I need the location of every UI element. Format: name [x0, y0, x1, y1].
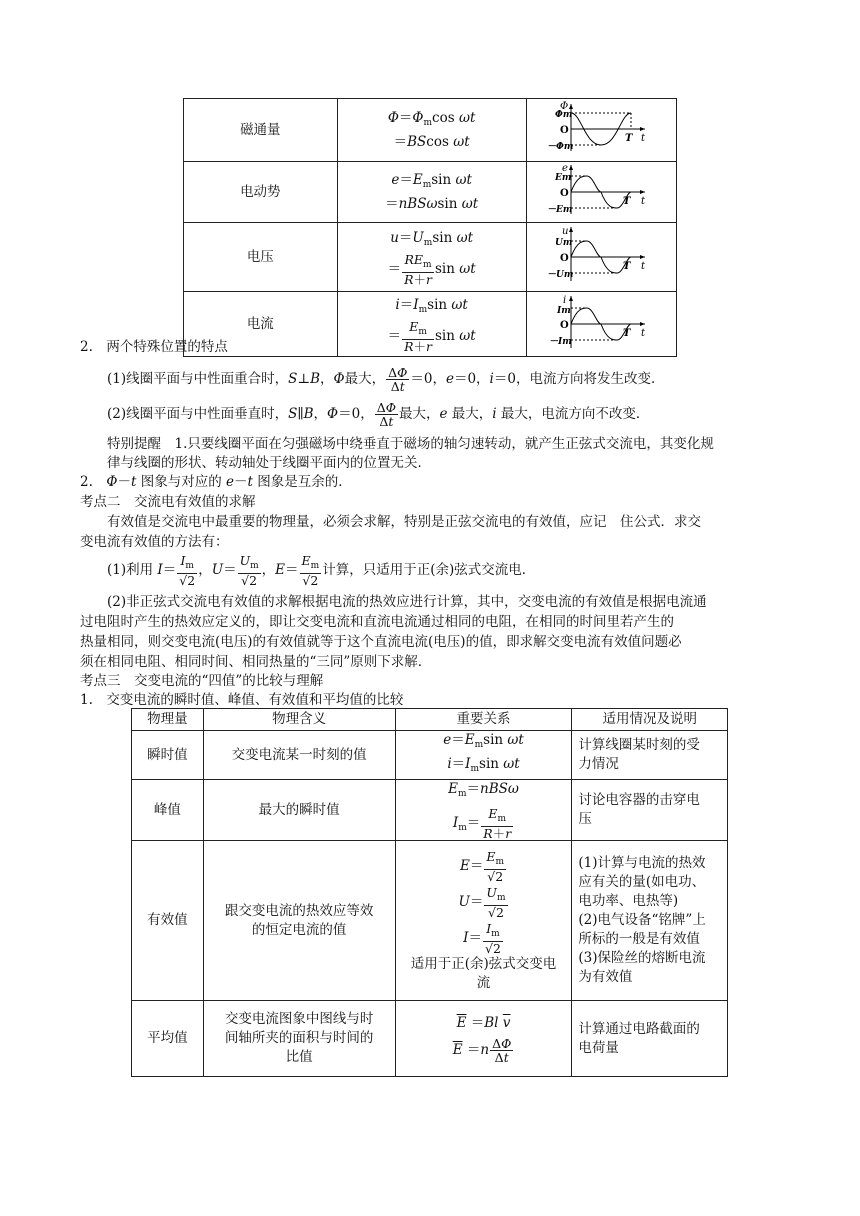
- formula-line: $i=I_m\sin$ ωt: [395, 296, 468, 315]
- formula-line: $e=E_m\sin$ ωt: [391, 171, 472, 190]
- neg-peak-label: －Im: [549, 337, 573, 347]
- relation-cell: $\overline{E} =Bl$ $\overline{v}$ $\overline{E} =n$ $\frac{\Delta\Phi}{\Delta t}$: [395, 1001, 572, 1077]
- i-graph: [526, 292, 676, 357]
- axis-label: Φ: [560, 101, 569, 112]
- formula-line: ＝ $\frac{RE_m}{R+r}$ sin ωt: [387, 251, 476, 287]
- period-label: T: [623, 196, 631, 207]
- paragraph: 变电流有效值的方法有：: [80, 534, 229, 550]
- formula-cell: [337, 162, 526, 223]
- formula-line: ＝ $\frac{E_m}{R+r}$ sin ωt: [387, 318, 476, 354]
- time-label: t: [641, 261, 646, 272]
- phi-graph: [526, 99, 676, 162]
- row-label: 电压: [184, 223, 338, 292]
- quantity-cell: 平均值: [132, 1001, 204, 1077]
- tip-line: 2. Φ－t 图象与对应的 e－t 图象是互余的．: [80, 474, 352, 490]
- meaning-cell: 交变电流某一时刻的值: [203, 731, 395, 780]
- row-label: 磁通量: [184, 99, 338, 162]
- u-graph: [526, 223, 676, 292]
- paragraph: (2)非正弦式交流电有效值的求解根据电流的热效应进行计算，其中，交变电流的有效值是根据电流通: [107, 594, 707, 610]
- paragraph: 有效值是交流电中最重要的物理量，必须会求解，特别是正弦交流电的有效值，应记 住公式．求交: [107, 514, 701, 530]
- row-label: 电动势: [184, 162, 338, 223]
- section-heading: 考点三 交变电流的“四值”的比较与理解: [80, 673, 324, 689]
- peak-label: Um: [555, 238, 573, 248]
- formula-cell: [337, 99, 526, 162]
- peak-label: Em: [555, 173, 572, 183]
- column-header: 物理含义: [203, 709, 395, 731]
- section-heading: 2. 两个特殊位置的特点: [80, 339, 228, 355]
- origin-label: O: [560, 320, 570, 331]
- peak-label: Φm: [555, 110, 573, 120]
- formula-cell: [337, 292, 526, 357]
- meaning-cell: 最大的瞬时值: [203, 780, 395, 841]
- waveform-table: [183, 98, 677, 357]
- quantity-cell: 有效值: [132, 841, 204, 1001]
- origin-label: O: [560, 188, 570, 199]
- relation-cell: E＝ $\frac{E_m}{√2}$ U＝ $\frac{U_m}{√2}$ I＝ $\frac{I_m}{√2}$ 适用于正(余)弦式交变电 流: [395, 841, 572, 1001]
- row-label: 电流: [184, 292, 338, 357]
- formula-line: ＝nBSωsin ωt: [385, 195, 479, 212]
- quantity-cell: 峰值: [132, 780, 204, 841]
- meaning-cell: 交变电流图象中图线与时 间轴所夹的面积与时间的 比值: [203, 1001, 395, 1077]
- peak-label: Im: [557, 306, 572, 316]
- sub-heading: 1. 交变电流的瞬时值、峰值、有效值和平均值的比较: [80, 692, 404, 708]
- meaning-cell: 跟交变电流的热效应等效 的恒定电流的值: [203, 841, 395, 1001]
- formula-line: $u=U_m\sin$ ωt: [390, 229, 474, 248]
- relation-cell: $e=E_m\sin$ ωt $i=I_m\sin$ ωt: [395, 731, 572, 780]
- paragraph: 须在相同电阻、相同时间、相同热量的“三同”原则下求解．: [80, 654, 432, 670]
- section-heading: 考点二 交流电有效值的求解: [80, 494, 256, 510]
- neg-peak-label: －Em: [547, 205, 573, 215]
- tip-line: 律与线圈的形状、转动轴处于线圈平面内的位置无关．: [107, 455, 431, 471]
- paragraph: (2)线圈平面与中性面垂直时，S∥B，Φ＝0， $\frac{\Delta\Phi}{\Delta t}$ 最大，e 最大，i 最大，电流方向不改变．: [107, 400, 650, 429]
- neg-peak-label: －Φm: [547, 142, 574, 152]
- origin-label: O: [560, 125, 570, 136]
- period-label: T: [623, 328, 631, 339]
- origin-label: O: [560, 253, 570, 264]
- axis-label: i: [563, 295, 567, 306]
- paragraph: (1)利用 I＝ $\frac{I_m}{√2}$ ，U＝ $\frac{U_m}{√2}$ ，E＝ $\frac{E_m}{√2}$ 计算，只适用于正(余)弦式交流电．: [107, 553, 536, 588]
- note-cell: 计算通过电路截面的 电荷量: [572, 1001, 728, 1077]
- paragraph: (1)线圈平面与中性面重合时，S⊥B，Φ最大， $\frac{\Delta\Phi}{\Delta t}$ ＝0，e＝0，i＝0，电流方向将发生改变．: [107, 365, 665, 394]
- column-header: 适用情况及说明: [572, 709, 728, 731]
- formula-line: $\Phi=\Phi_m\cos$ ωt: [387, 109, 476, 128]
- formula-cell: [337, 223, 526, 292]
- paragraph: 过电阻时产生的热效应定义的，即让交变电流和直流电流通过相同的电阻，在相同的时间里若产生的: [80, 614, 674, 630]
- axis-label: e: [562, 163, 569, 174]
- tip-line: 特别提醒 1.只要线圈平面在匀强磁场中绕垂直于磁场的轴匀速转动，就产生正弦式交流电，其变化规: [107, 436, 714, 452]
- formula-line: ＝BScos ωt: [393, 133, 470, 150]
- note-cell: (1)计算与电流的热效 应有关的量(如电功、 电功率、电热等) (2)电气设备“铭牌”上 所标的一般是有效值 (3)保险丝的熔断电流 为有效值: [572, 841, 728, 1001]
- time-label: t: [641, 133, 646, 144]
- column-header: 物理量: [132, 709, 204, 731]
- paragraph: 热量相同，则交变电流(电压)的有效值就等于这个直流电流(电压)的值，即求解交变电流有效值问题必: [80, 634, 682, 650]
- relation-cell: $E_m=nBS\omega$ $I_m=$ $\frac{E_m}{R+r}$: [395, 780, 572, 841]
- period-label: T: [623, 261, 631, 272]
- axis-label: u: [562, 226, 569, 237]
- note-cell: 讨论电容器的击穿电 压: [572, 780, 728, 841]
- neg-peak-label: －Um: [547, 270, 574, 280]
- time-label: t: [641, 196, 646, 207]
- four-values-table: [131, 708, 728, 1077]
- note-cell: 计算线圈某时刻的受 力情况: [572, 731, 728, 780]
- e-graph: [526, 162, 676, 223]
- quantity-cell: 瞬时值: [132, 731, 204, 780]
- period-label: T: [625, 133, 633, 144]
- column-header: 重要关系: [395, 709, 572, 731]
- time-label: t: [641, 328, 646, 339]
